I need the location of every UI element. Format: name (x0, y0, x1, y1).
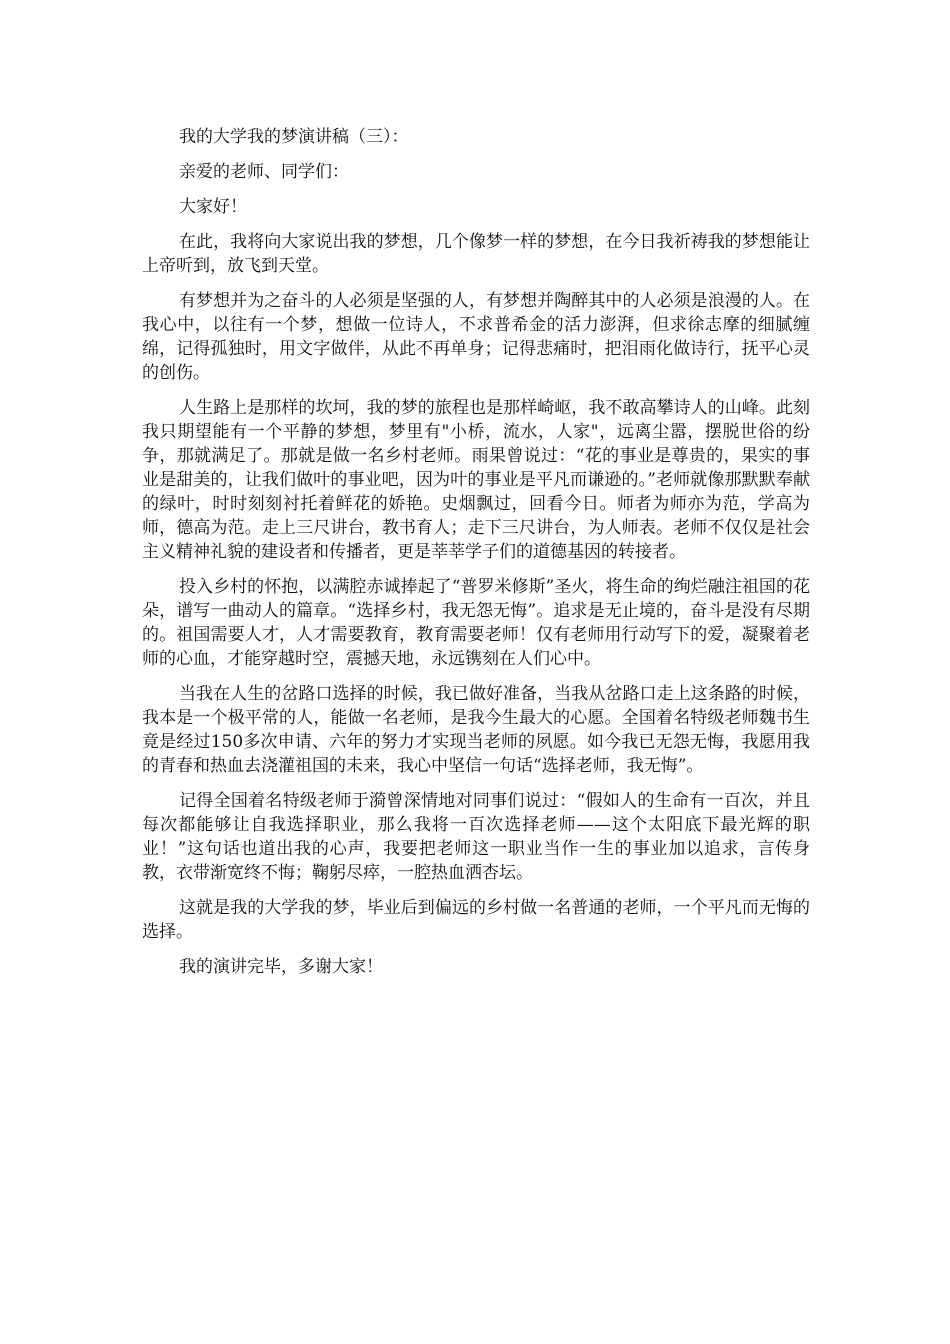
paragraph: 这就是我的大学我的梦，毕业后到偏远的乡村做一名普通的老师，一个平凡而无悔的选择。 (142, 898, 810, 942)
document-body (142, 125, 810, 990)
paragraph-salutation: 亲爱的老师、同学们： (179, 162, 349, 182)
paragraph: 在此，我将向大家说出我的梦想，几个像梦一样的梦想，在今日我祈祷我的梦想能让上帝听到，放飞到天堂。 (142, 232, 810, 276)
paragraph: 人生路上是那样的坎坷，我的梦的旅程也是那样崎岖，我不敢高攀诗人的山峰。此刻我只期望能有一个平静的梦想，梦里有"小桥，流水，人家"，远离尘嚣，摆脱世俗的纷争，那就满足了。那就是做一名乡村老师。雨果曾说过：“花的事业是尊贵的，果实的事业是甜美的，让我们做叶的事业吧，因为叶的事业是平凡而谦逊的。”老师就像那默默奉献的绿叶，时时刻刻衬托着鲜花的娇艳。史烟飘过，回看今日。师者为师亦为范，学高为师，德高为范。走上三尺讲台，教书育人；走下三尺讲台，为人师表。老师不仅仅是社会主义精神礼貌的建设者和传播者，更是莘莘学子们的道德基因的转接者。 (142, 398, 810, 562)
document-title: 我的大学我的梦演讲稿（三）： (179, 127, 409, 147)
paragraph-closing: 我的演讲完毕，多谢大家！ (179, 957, 383, 977)
paragraph: 记得全国着名特级老师于漪曾深情地对同事们说过：“假如人的生命有一百次，并且每次都能够让自我选择职业，那么我将一百次选择老师——这个太阳底下最光辉的职业！”这句话也道出我的心声，我要把老师这一职业当作一生的事业加以追求，言传身教，衣带渐宽终不悔；鞠躬尽瘁，一腔热血洒杏坛。 (142, 791, 810, 883)
paragraph: 投入乡村的怀抱，以满腔赤诚捧起了“普罗米修斯”圣火，将生命的绚烂融注祖国的花朵，谱写一曲动人的篇章。“选择乡村，我无怨无悔”。追求是无止境的，奋斗是没有尽期的。祖国需要人才，人才需要教育，教育需要老师！仅有老师用行动写下的爱，凝聚着老师的心血，才能穿越时空，震撼天地，永远镌刻在人们心中。 (142, 577, 810, 669)
paragraph-greeting: 大家好！ (179, 197, 247, 217)
paragraph: 有梦想并为之奋斗的人必须是坚强的人，有梦想并陶醉其中的人必须是浪漫的人。在我心中，以往有一个梦，想做一位诗人，不求普希金的活力澎湃，但求徐志摩的细腻缠绵，记得孤独时，用文字做伴，从此不再单身；记得悲痛时，把泪雨化做诗行，抚平心灵的创伤。 (142, 291, 810, 383)
paragraph: 当我在人生的岔路口选择的时候，我已做好准备，当我从岔路口走上这条路的时候，我本是一个极平常的人，能做一名老师，是我今生最大的心愿。全国着名特级老师魏书生竟是经过150多次申请、六年的努力才实现当老师的夙愿。如今我已无怨无悔，我愿用我的青春和热血去浇灌祖国的未来，我心中坚信一句话“选择老师，我无悔”。 (142, 684, 810, 776)
